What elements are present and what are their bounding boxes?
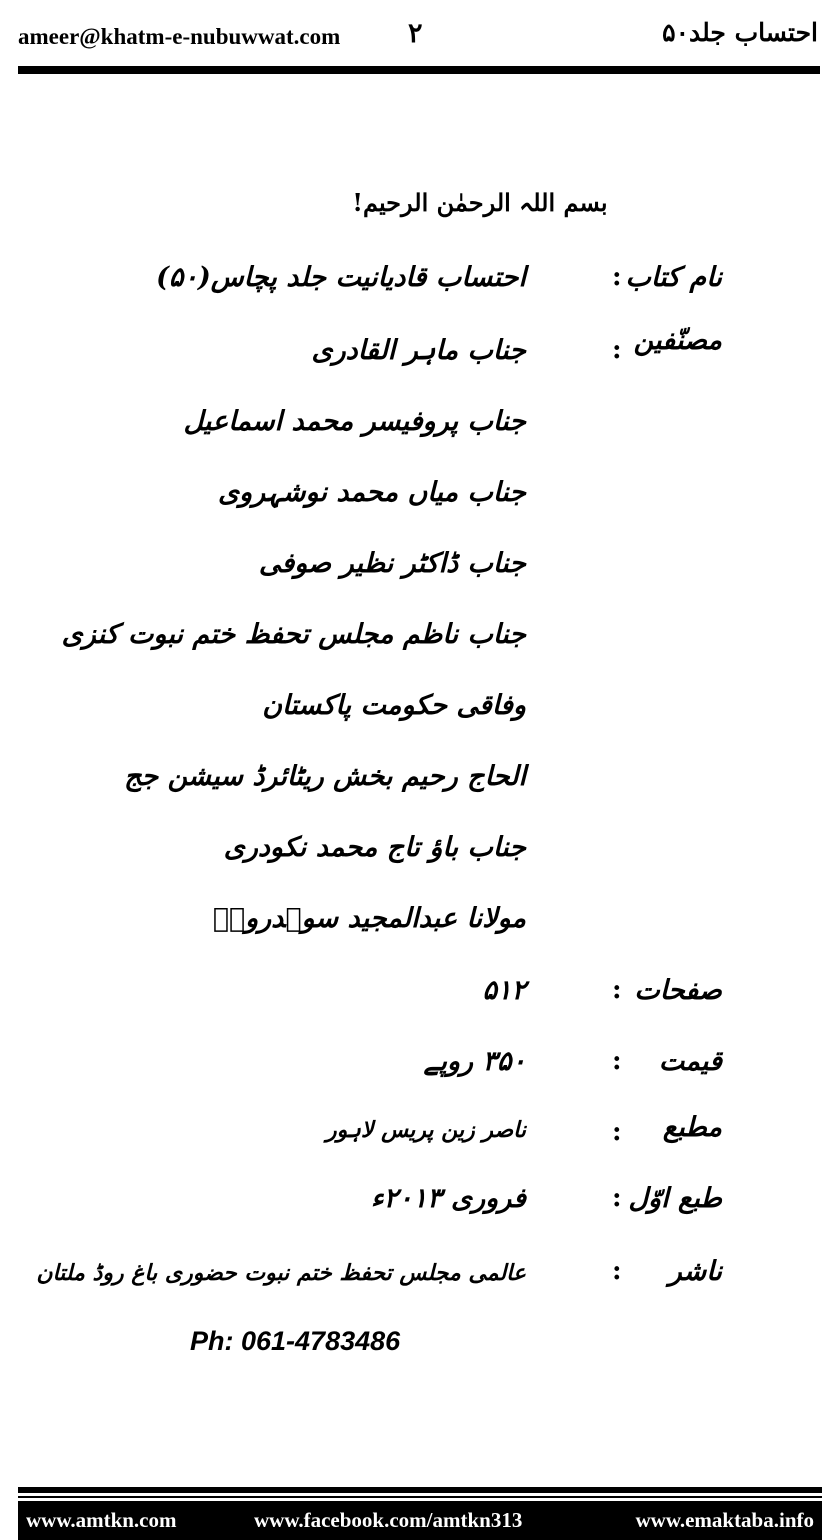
first-edition-colon: : xyxy=(612,1183,622,1213)
footer-rule-thick xyxy=(18,1487,822,1493)
footer-link-facebook[interactable]: www.facebook.com/amtkn313 xyxy=(254,1508,523,1532)
authors-colon: : xyxy=(612,335,622,365)
press-colon: : xyxy=(612,1117,622,1147)
publisher-label: ناشر xyxy=(668,1256,722,1287)
author-8: جناب باؤ تاج محمد نکودری xyxy=(223,832,526,863)
author-3: جناب میاں محمد نوشہروی xyxy=(218,477,526,508)
pages-colon: : xyxy=(612,975,622,1005)
header-email: ameer@khatm-e-nubuwwat.com xyxy=(18,24,341,49)
author-7: الحاج رحیم بخش ریٹائرڈ سیشن جج xyxy=(124,761,526,792)
book-name-label: نام کتاب xyxy=(625,262,722,293)
author-1: جناب ماہر القادری xyxy=(311,335,526,366)
header-book-title: احتساب جلد۵۰ xyxy=(662,18,818,47)
price-colon: : xyxy=(612,1046,622,1076)
page-number: ۲ xyxy=(408,18,423,49)
footer-link-emaktaba[interactable]: www.emaktaba.info xyxy=(635,1508,814,1532)
publisher-colon: : xyxy=(612,1256,622,1286)
press-value: ناصر زین پریس لاہور xyxy=(326,1117,526,1143)
price-value: ۳۵۰ روپے xyxy=(423,1046,526,1077)
author-5: جناب ناظم مجلس تحفظ ختم نبوت کنزی xyxy=(61,619,526,650)
pages-value: ۵۱۲ xyxy=(482,975,526,1006)
first-edition-value: فروری ۲۰۱۳ء xyxy=(370,1183,526,1214)
footer-rule-thin xyxy=(18,1496,822,1498)
publisher-value: عالمی مجلس تحفظ ختم نبوت حضوری باغ روڈ ملتان xyxy=(36,1260,526,1286)
press-label: مطبع xyxy=(662,1112,722,1143)
first-edition-label: طبع اوّل xyxy=(628,1183,722,1214)
author-4: جناب ڈاکٹر نظیر صوفی xyxy=(258,548,526,579)
author-9: مولانا عبدالمجید سوہدرویؒ xyxy=(212,903,526,934)
footer-bar xyxy=(18,1501,822,1540)
book-name-value: احتساب قادیانیت جلد پچاس(۵۰) xyxy=(156,262,526,293)
book-name-colon: : xyxy=(612,262,622,292)
authors-label: مصنّفین xyxy=(633,325,722,356)
header-rule xyxy=(18,66,820,74)
author-2: جناب پروفیسر محمد اسماعیل xyxy=(183,406,526,437)
price-label: قیمت xyxy=(658,1046,722,1077)
footer-link-amtkn[interactable]: www.amtkn.com xyxy=(26,1508,177,1532)
phone-number: Ph: 061-4783486 xyxy=(190,1326,401,1356)
pages-label: صفحات xyxy=(634,975,722,1006)
basmala: بسم اللہ الرحمٰن الرحیم! xyxy=(352,188,608,217)
author-6: وفاقی حکومت پاکستان xyxy=(262,690,526,721)
